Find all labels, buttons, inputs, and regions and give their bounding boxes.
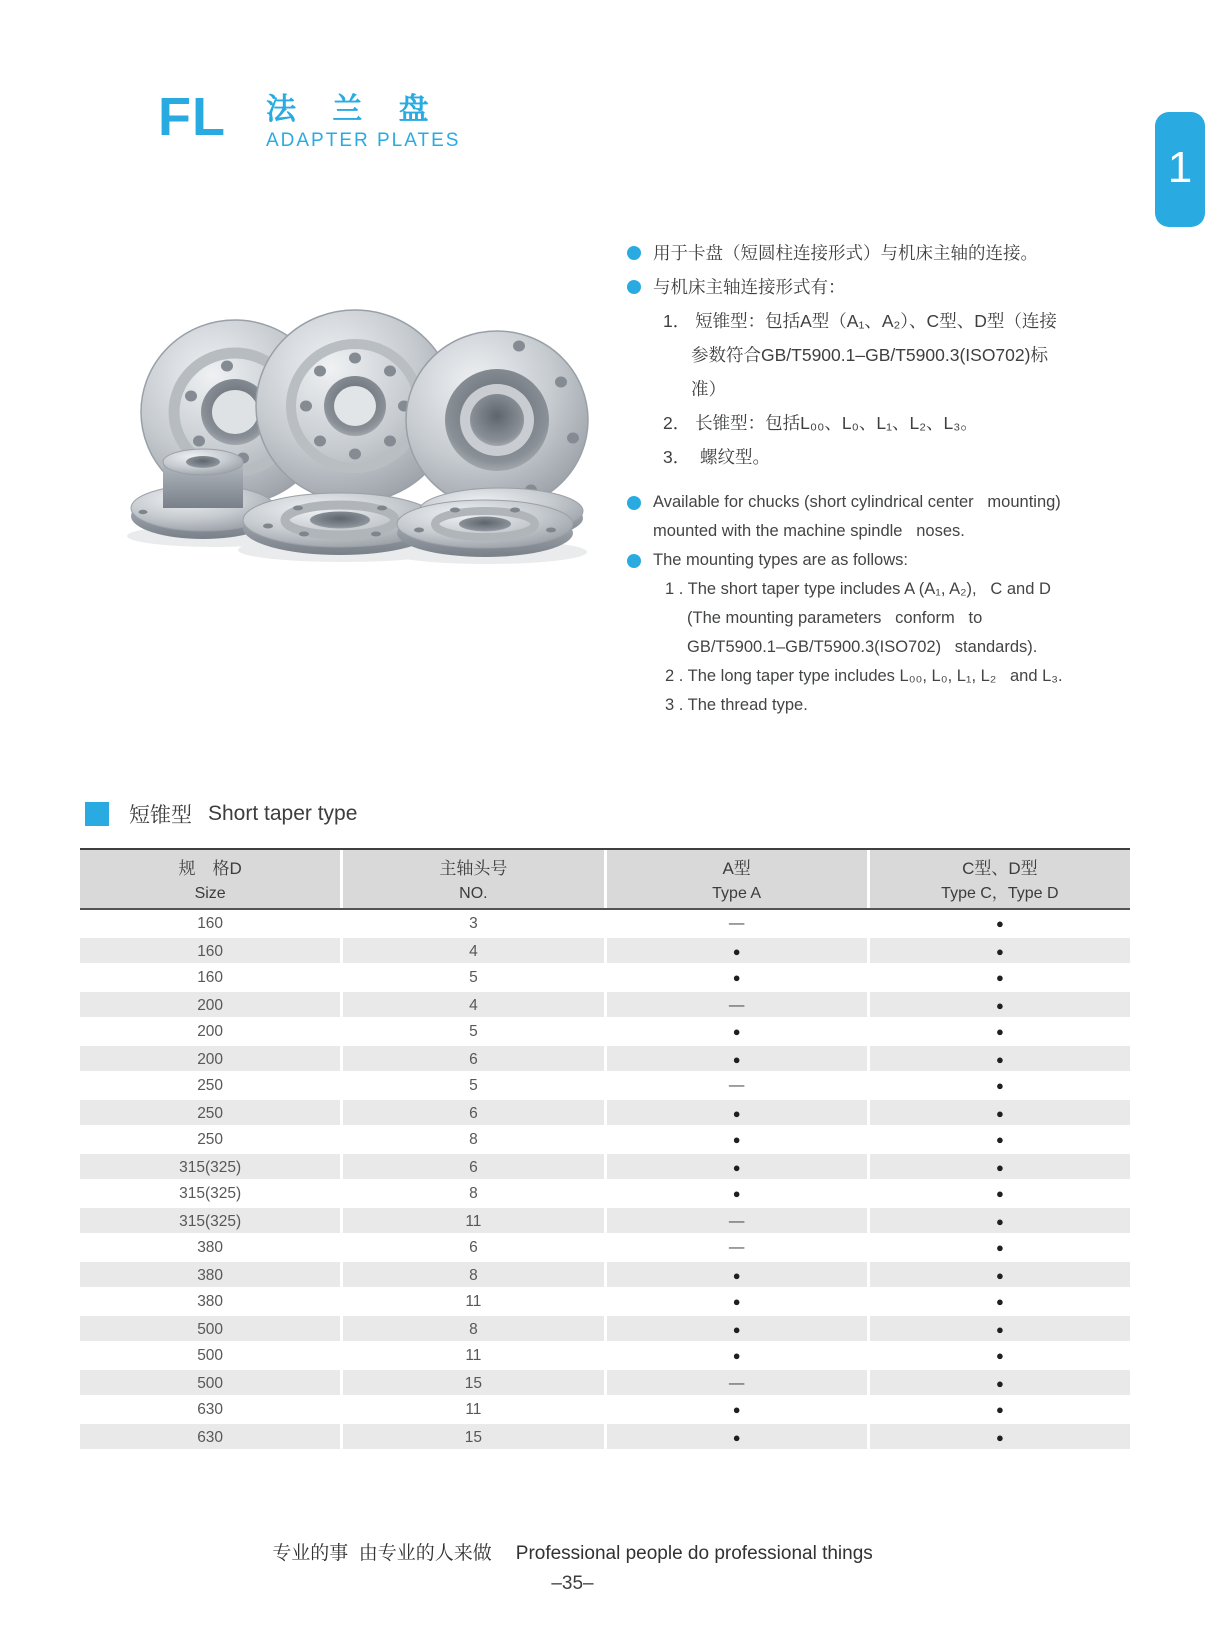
table-row xyxy=(80,1018,1130,1045)
cell-no: 8 xyxy=(340,1180,603,1207)
cell-no: 6 xyxy=(340,1100,603,1125)
table-row xyxy=(80,1234,1130,1261)
line-text: 2． 长锥型：包括L₀₀、L₀、L₁、L₂、L₃。 xyxy=(663,413,978,433)
cell-size: 315(325) xyxy=(179,1185,242,1202)
line-text: The mounting types are as follows: xyxy=(653,551,908,569)
bullet-icon xyxy=(627,546,653,568)
cell-type-a: ● xyxy=(604,1100,867,1125)
table-row xyxy=(80,937,1130,964)
bullet-icon xyxy=(627,270,653,294)
table-body xyxy=(80,910,1130,1450)
text-line xyxy=(627,575,1067,604)
cell-type-a: — xyxy=(604,992,867,1017)
cell-size: 160 xyxy=(197,969,224,986)
cell-type-a: ● xyxy=(604,1396,867,1423)
cell-no: 8 xyxy=(340,1262,603,1287)
line-text: 2 . The long taper type includes L₀₀, L₀, L₁, L₂ and L₃. xyxy=(665,667,1063,685)
spec-table xyxy=(80,848,1130,1450)
table-header-row xyxy=(80,848,1130,910)
cell-type-cd: ● xyxy=(867,1018,1130,1045)
cell-size: 630 xyxy=(197,1401,224,1418)
table-row xyxy=(80,1315,1130,1342)
cell-size: 250 xyxy=(197,1131,224,1148)
cell-no: 5 xyxy=(340,1018,603,1045)
table-row xyxy=(80,991,1130,1018)
cell-size: 315(325) xyxy=(179,1159,242,1176)
cell-size: 380 xyxy=(197,1293,224,1310)
cell-type-a: ● xyxy=(604,1288,867,1315)
text-line xyxy=(627,517,1067,546)
cell-type-cd: ● xyxy=(867,1288,1130,1315)
text-line xyxy=(627,633,1067,662)
table-row xyxy=(80,1099,1130,1126)
cell-no: 11 xyxy=(340,1396,603,1423)
cell-no: 8 xyxy=(340,1316,603,1341)
cell-type-cd: ● xyxy=(867,964,1130,991)
cell-size: 200 xyxy=(197,1051,224,1068)
cell-size: 380 xyxy=(197,1239,224,1256)
cell-type-cd: ● xyxy=(867,992,1130,1017)
cell-type-cd: ● xyxy=(867,1342,1130,1369)
chapter-tab: 1 xyxy=(1155,112,1205,227)
cell-type-cd: ● xyxy=(867,910,1130,937)
text-line xyxy=(627,338,1067,406)
text-line xyxy=(627,662,1067,691)
cell-size: 630 xyxy=(197,1429,224,1446)
line-text: (The mounting parameters conform to xyxy=(687,609,983,627)
cell-type-a: ● xyxy=(604,964,867,991)
cell-no: 8 xyxy=(340,1126,603,1153)
cell-no: 11 xyxy=(340,1288,603,1315)
col-header-size: 规 格D Size xyxy=(178,859,242,902)
line-text: 与机床主轴连接形式有： xyxy=(653,277,846,297)
table-row xyxy=(80,1045,1130,1072)
section-title-cn: 短锥型 xyxy=(129,804,192,827)
line-text: 1． 短锥型：包括A型（A₁、A₂）、C型、D型（连接 xyxy=(663,311,1057,331)
cell-type-a: — xyxy=(604,1072,867,1099)
bullet-item xyxy=(627,236,1067,270)
table-row xyxy=(80,1396,1130,1423)
intro-en xyxy=(627,488,1067,720)
cell-type-cd: ● xyxy=(867,938,1130,963)
table-row xyxy=(80,1288,1130,1315)
cell-type-a: ● xyxy=(604,1342,867,1369)
cell-type-cd: ● xyxy=(867,1180,1130,1207)
line-text: 3． 螺纹型。 xyxy=(663,447,770,467)
cell-size: 500 xyxy=(197,1321,224,1338)
cell-no: 3 xyxy=(340,910,603,937)
cell-type-cd: ● xyxy=(867,1370,1130,1395)
cell-type-cd: ● xyxy=(867,1072,1130,1099)
cell-no: 5 xyxy=(340,964,603,991)
cell-type-a: ● xyxy=(604,1180,867,1207)
cell-size: 160 xyxy=(197,915,224,932)
text-line xyxy=(627,304,1067,338)
page-title-en: ADAPTER PLATES xyxy=(265,130,461,151)
product-photo xyxy=(125,290,590,570)
brand-titles xyxy=(266,94,460,152)
footer-slogan-en: Professional people do professional things xyxy=(515,1543,873,1564)
cell-type-a: ● xyxy=(604,1154,867,1179)
bullet-icon xyxy=(627,488,653,510)
cell-size: 200 xyxy=(197,1023,224,1040)
page-number: –35– xyxy=(551,1573,594,1594)
cell-type-cd: ● xyxy=(867,1316,1130,1341)
table-row xyxy=(80,910,1130,937)
cell-no: 11 xyxy=(340,1208,603,1233)
footer-slogan xyxy=(0,1538,1145,1565)
line-text: 参数符合GB/T5900.1–GB/T5900.3(ISO702)标准） xyxy=(691,345,1048,399)
line-text: GB/T5900.1–GB/T5900.3(ISO702) standards). xyxy=(687,638,1038,656)
cell-no: 6 xyxy=(340,1154,603,1179)
cell-type-a: ● xyxy=(604,1126,867,1153)
table-row xyxy=(80,1207,1130,1234)
cell-type-a: — xyxy=(604,1234,867,1261)
col-header-type-cd: C型、D型 Type C，Type D xyxy=(867,850,1130,908)
product-code: FL xyxy=(158,87,226,147)
section-title-en: Short taper type xyxy=(208,802,358,825)
table-row xyxy=(80,964,1130,991)
cell-size: 315(325) xyxy=(179,1213,242,1230)
cell-size: 500 xyxy=(197,1375,224,1392)
table-row xyxy=(80,1153,1130,1180)
cell-type-a: — xyxy=(604,1370,867,1395)
cell-type-cd: ● xyxy=(867,1262,1130,1287)
table-row xyxy=(80,1342,1130,1369)
cell-type-cd: ● xyxy=(867,1424,1130,1449)
line-text: mounted with the machine spindle noses. xyxy=(653,522,965,540)
table-row xyxy=(80,1180,1130,1207)
cell-type-a: ● xyxy=(604,938,867,963)
text-line xyxy=(627,440,1067,474)
line-text: 3 . The thread type. xyxy=(665,696,808,714)
page-title-cn: 法 兰 盘 xyxy=(265,93,443,126)
cell-type-a: ● xyxy=(604,1424,867,1449)
table-row xyxy=(80,1423,1130,1450)
cell-type-a: ● xyxy=(604,1046,867,1071)
line-text: 用于卡盘（短圆柱连接形式）与机床主轴的连接。 xyxy=(653,243,1038,263)
cell-type-cd: ● xyxy=(867,1208,1130,1233)
text-line xyxy=(627,604,1067,633)
cell-type-a: ● xyxy=(604,1018,867,1045)
col-header-no: 主轴头号 NO. xyxy=(340,850,603,908)
cell-no: 15 xyxy=(340,1424,603,1449)
section-marker-icon xyxy=(85,802,109,826)
cell-size: 160 xyxy=(197,943,224,960)
cell-no: 6 xyxy=(340,1046,603,1071)
table-row xyxy=(80,1369,1130,1396)
bullet-icon xyxy=(627,236,653,260)
cell-type-cd: ● xyxy=(867,1100,1130,1125)
line-text: 1 . The short taper type includes A (A₁, A₂), C and D xyxy=(665,580,1051,598)
cell-type-cd: ● xyxy=(867,1126,1130,1153)
footer xyxy=(0,1538,1145,1595)
table-row xyxy=(80,1261,1130,1288)
cell-type-a: ● xyxy=(604,1262,867,1287)
cell-no: 15 xyxy=(340,1370,603,1395)
section-header xyxy=(85,799,357,829)
footer-slogan-cn: 专业的事 由专业的人来做 xyxy=(272,1543,492,1564)
table-row xyxy=(80,1072,1130,1099)
cell-type-a: — xyxy=(604,910,867,937)
line-text: Available for chucks (short cylindrical center mounting) xyxy=(653,493,1061,511)
cell-no: 11 xyxy=(340,1342,603,1369)
cell-size: 250 xyxy=(197,1105,224,1122)
cell-size: 250 xyxy=(197,1077,224,1094)
text-line xyxy=(627,691,1067,720)
cell-no: 6 xyxy=(340,1234,603,1261)
intro-cn xyxy=(627,236,1067,474)
cell-type-cd: ● xyxy=(867,1154,1130,1179)
cell-no: 4 xyxy=(340,938,603,963)
cell-type-a: ● xyxy=(604,1316,867,1341)
bullet-item xyxy=(627,488,1067,517)
brand-header xyxy=(158,87,461,152)
cell-type-cd: ● xyxy=(867,1234,1130,1261)
cell-size: 200 xyxy=(197,997,224,1014)
text-line xyxy=(627,406,1067,440)
col-header-type-a: A型 Type A xyxy=(604,850,867,908)
bullet-item xyxy=(627,270,1067,304)
cell-no: 4 xyxy=(340,992,603,1017)
table-row xyxy=(80,1126,1130,1153)
cell-type-cd: ● xyxy=(867,1046,1130,1071)
cell-type-cd: ● xyxy=(867,1396,1130,1423)
cell-no: 5 xyxy=(340,1072,603,1099)
cell-size: 500 xyxy=(197,1347,224,1364)
bullet-item xyxy=(627,546,1067,575)
flanges-illustration xyxy=(125,290,590,570)
intro-text xyxy=(627,236,1067,720)
cell-size: 380 xyxy=(197,1267,224,1284)
cell-type-a: — xyxy=(604,1208,867,1233)
